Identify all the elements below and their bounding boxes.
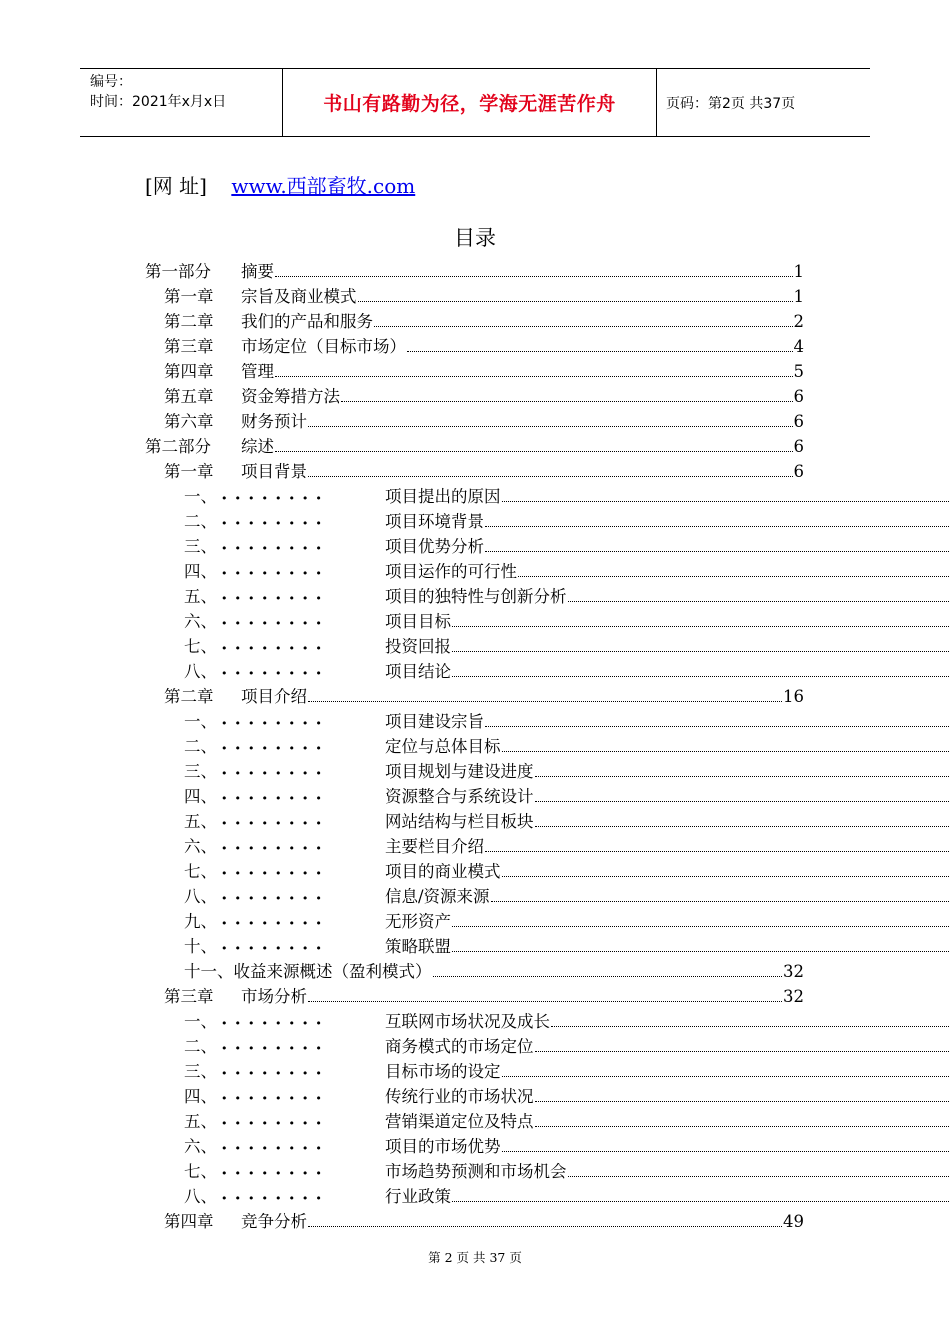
toc-entry-number: 第二章 xyxy=(164,687,214,706)
toc-entry-title: 收益来源概述（盈利模式） xyxy=(233,962,432,981)
toc-entry-number: 七、 xyxy=(184,862,217,881)
toc-entry[interactable] xyxy=(164,983,804,1008)
toc-dot-leader xyxy=(452,626,949,627)
toc-entry-title: 项目背景 xyxy=(241,462,307,481)
toc-entry-number: 十一、 xyxy=(184,962,234,981)
header-motto: 书山有路勤为径，学海无涯苦作舟 xyxy=(323,93,616,115)
toc-entry[interactable] xyxy=(184,858,950,883)
toc-entry-page: 4 xyxy=(793,337,804,356)
toc-entry-title: 管理 xyxy=(241,362,274,381)
toc-dot-leader xyxy=(341,401,793,402)
toc-dot-leader xyxy=(535,1051,950,1052)
toc-entry-number: 四、 xyxy=(184,787,217,806)
toc-dot-leader xyxy=(491,901,949,902)
website-row xyxy=(145,170,415,199)
toc-entry-number: 第五章 xyxy=(164,387,214,406)
toc-entry-title: 项目的独特性与创新分析 xyxy=(385,587,567,606)
toc-entry-title: 项目介绍 xyxy=(241,687,307,706)
toc-entry[interactable] xyxy=(184,583,950,608)
toc-entry-title: 市场定位（目标市场） xyxy=(241,337,406,356)
toc-entry[interactable] xyxy=(184,633,950,658)
toc-entry[interactable] xyxy=(184,1033,950,1058)
toc-entry-number: 八、 xyxy=(184,1187,217,1206)
toc-entry-number: 七、 xyxy=(184,637,217,656)
toc-dot-leader xyxy=(485,526,949,527)
toc-entry[interactable] xyxy=(164,683,804,708)
toc-entry-number: 第二部分 xyxy=(145,437,211,456)
toc-entry-title: 项目提出的原因 xyxy=(385,487,501,506)
toc-entry-title: 项目的商业模式 xyxy=(385,862,501,881)
toc-entry-bullets: •••••••• xyxy=(221,1142,329,1155)
toc-entry-number: 十、 xyxy=(184,937,217,956)
toc-entry-bullets: •••••••• xyxy=(221,917,329,930)
toc-entry[interactable] xyxy=(184,958,804,983)
toc-entry-page: 2 xyxy=(793,312,804,331)
toc-entry-title: 信息/资源来源 xyxy=(385,887,490,906)
toc-entry-number: 六、 xyxy=(184,837,217,856)
toc-entry[interactable] xyxy=(164,283,804,308)
toc-entry-page: 6 xyxy=(793,437,804,456)
toc-entry-bullets: •••••••• xyxy=(221,842,329,855)
toc-entry[interactable] xyxy=(164,358,804,383)
toc-entry-number: 二、 xyxy=(184,512,217,531)
toc-entry-title: 商务模式的市场定位 xyxy=(385,1037,534,1056)
toc-dot-leader xyxy=(535,776,950,777)
toc-entry[interactable] xyxy=(184,808,950,833)
toc-entry-number: 三、 xyxy=(184,762,217,781)
toc-entry-bullets: •••••••• xyxy=(221,817,329,830)
toc-entry-number: 五、 xyxy=(184,587,217,606)
toc-entry[interactable] xyxy=(164,308,804,333)
toc-entry-title: 项目运作的可行性 xyxy=(385,562,517,581)
toc-dot-leader xyxy=(568,601,950,602)
toc-entry-number: 一、 xyxy=(184,1012,217,1031)
toc-entry-title: 项目规划与建设进度 xyxy=(385,762,534,781)
toc-entry-title: 项目目标 xyxy=(385,612,451,631)
toc-entry-bullets: •••••••• xyxy=(221,667,329,680)
toc-entry-number: 第一章 xyxy=(164,287,214,306)
toc-entry-bullets: •••••••• xyxy=(221,1192,329,1205)
toc-dot-leader xyxy=(358,301,793,302)
toc-dot-leader xyxy=(518,576,949,577)
toc-entry-number: 一、 xyxy=(184,487,217,506)
toc-entry-title: 行业政策 xyxy=(385,1187,451,1206)
toc-dot-leader xyxy=(452,926,949,927)
toc-entry-title: 市场趋势预测和市场机会 xyxy=(385,1162,567,1181)
toc-entry[interactable] xyxy=(184,933,950,958)
header-meta-cell xyxy=(80,69,282,136)
toc-entry-number: 三、 xyxy=(184,1062,217,1081)
toc-entry-title: 传统行业的市场状况 xyxy=(385,1087,534,1106)
toc-entry[interactable] xyxy=(184,1008,950,1033)
toc-dot-leader xyxy=(308,701,782,702)
toc-entry[interactable] xyxy=(184,608,950,633)
toc-dot-leader xyxy=(502,1151,950,1152)
toc-entry[interactable] xyxy=(184,483,950,508)
toc-dot-leader xyxy=(275,276,793,277)
toc-entry-page: 6 xyxy=(793,462,804,481)
toc-dot-leader xyxy=(502,1076,950,1077)
toc-entry-page: 49 xyxy=(783,1212,804,1231)
header-page-cell xyxy=(656,69,870,136)
toc-entry-number: 四、 xyxy=(184,1087,217,1106)
toc-entry-title: 主要栏目介绍 xyxy=(385,837,484,856)
toc-entry-title: 我们的产品和服务 xyxy=(241,312,373,331)
toc-entry-page: 32 xyxy=(783,987,804,1006)
toc-dot-leader xyxy=(308,426,793,427)
toc-entry[interactable] xyxy=(184,1058,950,1083)
toc-dot-leader xyxy=(275,376,793,377)
toc-entry-title: 项目建设宗旨 xyxy=(385,712,484,731)
toc-entry-page: 6 xyxy=(793,387,804,406)
page-footer: 第 2 页 共 37 页 xyxy=(428,1250,522,1265)
toc-entry-page: 5 xyxy=(793,362,804,381)
toc-entry[interactable] xyxy=(184,658,950,683)
toc-entry[interactable] xyxy=(184,1183,950,1208)
toc-entry-number: 九、 xyxy=(184,912,217,931)
toc-entry-bullets: •••••••• xyxy=(221,592,329,605)
toc-entry-number: 第六章 xyxy=(164,412,214,431)
toc-entry-title: 摘要 xyxy=(241,262,274,281)
toc-entry[interactable] xyxy=(164,333,804,358)
doc-date-label: 时间：2021年x月x日 xyxy=(90,94,227,110)
toc-dot-leader xyxy=(485,551,949,552)
toc-entry-number: 二、 xyxy=(184,737,217,756)
toc-dot-leader xyxy=(452,676,949,677)
toc-entry-number: 八、 xyxy=(184,887,217,906)
toc-entry[interactable] xyxy=(145,433,804,458)
toc-entry-page: 6 xyxy=(793,412,804,431)
toc-dot-leader xyxy=(485,726,949,727)
toc-dot-leader xyxy=(568,1176,950,1177)
toc-entry-title: 资金筹措方法 xyxy=(241,387,340,406)
toc-dot-leader xyxy=(308,1226,782,1227)
toc-dot-leader xyxy=(452,951,949,952)
toc-entry[interactable] xyxy=(184,558,950,583)
toc-entry-number: 四、 xyxy=(184,562,217,581)
toc-dot-leader xyxy=(452,1201,949,1202)
toc-entry[interactable] xyxy=(184,758,950,783)
header-motto-cell xyxy=(282,69,657,136)
toc-entry-number: 第三章 xyxy=(164,337,214,356)
toc-entry[interactable] xyxy=(184,708,950,733)
toc-entry-bullets: •••••••• xyxy=(221,1117,329,1130)
toc-entry-number: 七、 xyxy=(184,1162,217,1181)
toc-entry-title: 项目结论 xyxy=(385,662,451,681)
toc-entry-number: 五、 xyxy=(184,812,217,831)
toc-entry-bullets: •••••••• xyxy=(221,792,329,805)
toc-entry-title: 财务预计 xyxy=(241,412,307,431)
toc-entry-bullets: •••••••• xyxy=(221,617,329,630)
toc-entry-title: 项目优势分析 xyxy=(385,537,484,556)
toc-entry-number: 第四章 xyxy=(164,362,214,381)
toc-dot-leader xyxy=(502,501,950,502)
toc-dot-leader xyxy=(485,851,949,852)
toc-entry-title: 定位与总体目标 xyxy=(385,737,501,756)
toc-entry-bullets: •••••••• xyxy=(221,892,329,905)
toc-entry[interactable] xyxy=(164,408,804,433)
toc-entry-page: 1 xyxy=(793,262,804,281)
toc-entry-number: 第一部分 xyxy=(145,262,211,281)
toc-entry[interactable] xyxy=(184,883,950,908)
toc-dot-leader xyxy=(407,351,793,352)
toc-entry-number: 一、 xyxy=(184,712,217,731)
toc-entry-title: 无形资产 xyxy=(385,912,451,931)
toc-entry-title: 资源整合与系统设计 xyxy=(385,787,534,806)
toc-entry-bullets: •••••••• xyxy=(221,1042,329,1055)
toc-entry-number: 六、 xyxy=(184,612,217,631)
toc-dot-leader xyxy=(374,326,793,327)
toc-entry-number: 六、 xyxy=(184,1137,217,1156)
page-header xyxy=(80,68,870,137)
toc-entry-number: 第四章 xyxy=(164,1212,214,1231)
toc-entry-title: 项目环境背景 xyxy=(385,512,484,531)
toc-entry-bullets: •••••••• xyxy=(221,1167,329,1180)
toc-entry-bullets: •••••••• xyxy=(221,542,329,555)
toc-dot-leader xyxy=(308,1001,782,1002)
toc-entry-page: 16 xyxy=(783,687,804,706)
toc-entry[interactable] xyxy=(184,508,950,533)
toc-dot-leader xyxy=(535,826,950,827)
toc-entry[interactable] xyxy=(184,1133,950,1158)
toc-dot-leader xyxy=(433,976,783,977)
toc-entry-title: 网站结构与栏目板块 xyxy=(385,812,534,831)
toc-entry[interactable] xyxy=(184,733,950,758)
toc-entry[interactable] xyxy=(184,833,950,858)
toc-dot-leader xyxy=(535,801,950,802)
toc-entry-page: 32 xyxy=(783,962,804,981)
toc-entry-title: 互联网市场状况及成长 xyxy=(385,1012,550,1031)
toc-entry-number: 二、 xyxy=(184,1037,217,1056)
toc-dot-leader xyxy=(551,1026,949,1027)
toc-entry-number: 五、 xyxy=(184,1112,217,1131)
toc-entry[interactable] xyxy=(164,458,804,483)
toc-dot-leader xyxy=(452,651,949,652)
toc-dot-leader xyxy=(502,751,950,752)
toc-dot-leader xyxy=(535,1126,950,1127)
toc-entry[interactable] xyxy=(184,783,950,808)
toc-dot-leader xyxy=(275,451,793,452)
toc-entry-title: 市场分析 xyxy=(241,987,307,1006)
toc-entry-title: 项目的市场优势 xyxy=(385,1137,501,1156)
toc-entry-title: 策略联盟 xyxy=(385,937,451,956)
toc-entry-number: 八、 xyxy=(184,662,217,681)
toc-entry-title: 投资回报 xyxy=(385,637,451,656)
toc-entry[interactable] xyxy=(184,908,950,933)
toc-entry-title: 宗旨及商业模式 xyxy=(241,287,357,306)
toc-entry-title: 竞争分析 xyxy=(241,1212,307,1231)
toc-entry[interactable] xyxy=(184,1108,950,1133)
toc-title: 目录 xyxy=(454,226,496,250)
toc-entry[interactable] xyxy=(164,1208,804,1233)
toc-entry-number: 第二章 xyxy=(164,312,214,331)
toc-entry-bullets: •••••••• xyxy=(221,717,329,730)
toc-entry-title: 综述 xyxy=(241,437,274,456)
toc-entry-bullets: •••••••• xyxy=(221,1067,329,1080)
toc-entry-bullets: •••••••• xyxy=(221,867,329,880)
toc-entry-number: 三、 xyxy=(184,537,217,556)
toc-entry[interactable] xyxy=(184,533,950,558)
toc-entry-number: 第三章 xyxy=(164,987,214,1006)
toc-entry-number: 第一章 xyxy=(164,462,214,481)
toc-entry-bullets: •••••••• xyxy=(221,942,329,955)
toc-entry-bullets: •••••••• xyxy=(221,767,329,780)
toc-entry[interactable] xyxy=(164,383,804,408)
toc-entry-bullets: •••••••• xyxy=(221,742,329,755)
toc-entry-bullets: •••••••• xyxy=(221,517,329,530)
toc-entry-page: 1 xyxy=(793,287,804,306)
toc-entry-bullets: •••••••• xyxy=(221,567,329,580)
toc-entry-bullets: •••••••• xyxy=(221,642,329,655)
header-page-info: 页码：第2页 共37页 xyxy=(666,95,796,112)
toc-entry-bullets: •••••••• xyxy=(221,1017,329,1030)
toc-entry[interactable] xyxy=(184,1083,950,1108)
toc-entry-bullets: •••••••• xyxy=(221,492,329,505)
toc-dot-leader xyxy=(308,476,793,477)
website-link[interactable]: www.西部畜牧.com xyxy=(231,174,416,198)
doc-id-label: 编号： xyxy=(90,74,132,90)
toc-entry[interactable] xyxy=(184,1158,950,1183)
toc-entry-title: 营销渠道定位及特点 xyxy=(385,1112,534,1131)
toc-entry-title: 目标市场的设定 xyxy=(385,1062,501,1081)
toc-entry[interactable] xyxy=(145,258,804,283)
toc-entry-bullets: •••••••• xyxy=(221,1092,329,1105)
website-label: [网 址] xyxy=(145,174,207,198)
toc-dot-leader xyxy=(535,1101,950,1102)
toc-dot-leader xyxy=(502,876,950,877)
